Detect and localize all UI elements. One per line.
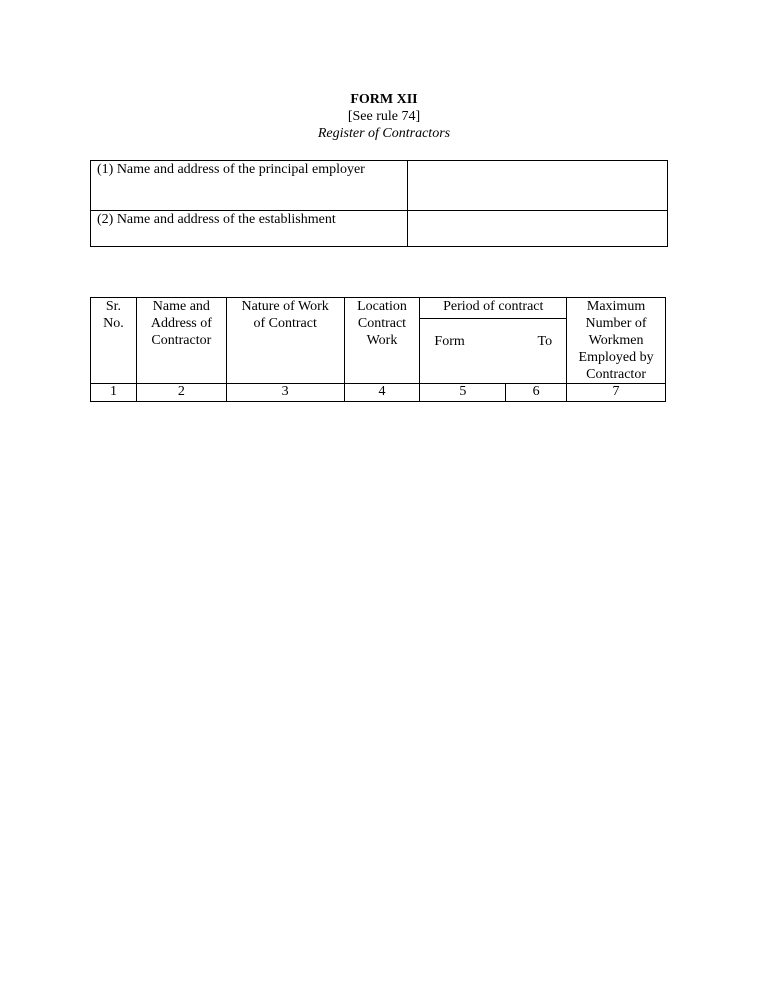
header-contractor-name: Name and Address of Contractor bbox=[136, 298, 226, 384]
rule-reference: [See rule 74] bbox=[347, 109, 421, 124]
header-to: To bbox=[506, 319, 567, 384]
header-period-of-contract: Period of contract bbox=[420, 298, 567, 319]
column-number: 5 bbox=[420, 384, 506, 402]
header-location: Location Contract Work bbox=[344, 298, 420, 384]
header-sr-no: Sr. No. bbox=[91, 298, 137, 384]
header-nature-of-work: Nature of Work of Contract bbox=[226, 298, 344, 384]
column-number: 6 bbox=[506, 384, 567, 402]
info-row-establishment bbox=[91, 211, 668, 247]
establishment-info-table bbox=[90, 160, 668, 247]
column-number: 7 bbox=[567, 384, 666, 402]
contractor-register-table bbox=[90, 297, 666, 402]
form-title: FORM XII bbox=[350, 92, 418, 107]
form-subtitle: Register of Contractors bbox=[317, 126, 451, 141]
register-header-row bbox=[91, 298, 666, 319]
column-number: 4 bbox=[344, 384, 420, 402]
header-from: Form bbox=[420, 319, 506, 384]
info-row-employer bbox=[91, 161, 668, 211]
column-number-row bbox=[91, 384, 666, 402]
principal-employer-value[interactable] bbox=[408, 161, 668, 211]
column-number: 1 bbox=[91, 384, 137, 402]
header-max-workmen: Maximum Number of Workmen Employed by Contractor bbox=[567, 298, 666, 384]
column-number: 3 bbox=[226, 384, 344, 402]
column-number: 2 bbox=[136, 384, 226, 402]
establishment-value[interactable] bbox=[408, 211, 668, 247]
principal-employer-label: (1) Name and address of the principal employer bbox=[91, 161, 408, 211]
establishment-label: (2) Name and address of the establishment bbox=[91, 211, 408, 247]
